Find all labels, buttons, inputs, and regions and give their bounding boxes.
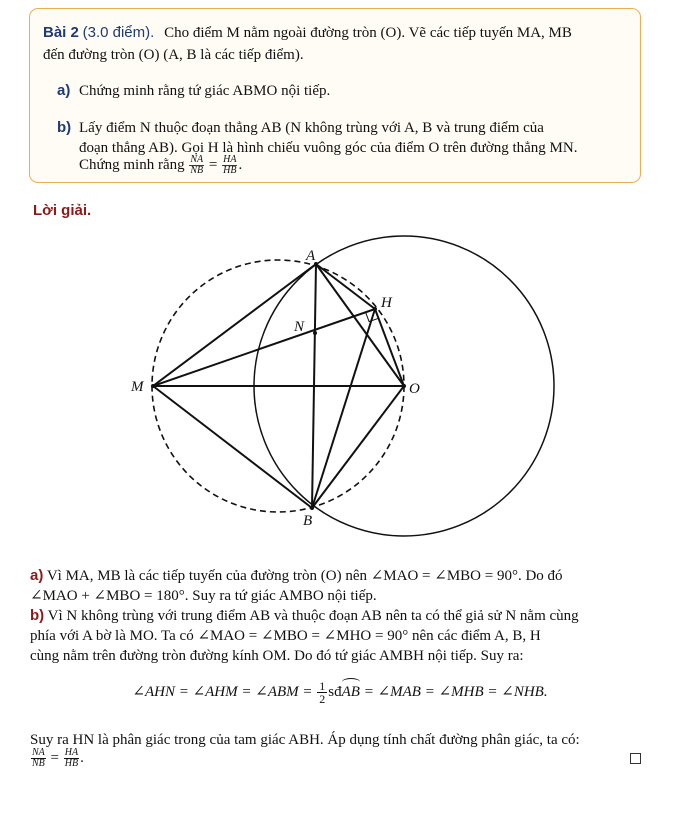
part-b-line-3-prefix: Chứng minh rằng [79, 157, 185, 173]
solution-b-line-3: cùng nằm trên đường tròn đường kính OM. Do đó tứ giác AMBH nội tiếp. Suy ra: [30, 648, 524, 664]
qed-box [630, 753, 641, 764]
fraction-half [317, 680, 327, 705]
problem-part-a [43, 81, 330, 101]
label-b: B [303, 513, 313, 529]
part-b-line-1: Lấy điểm N thuộc đoạn thẳng AB (N không trùng với A, B và trung điểm của [79, 120, 544, 136]
equation-right: = ∠MAB = ∠MHB = ∠NHB. [363, 683, 548, 700]
line-ma [153, 264, 316, 386]
problem-intro-1: Cho điểm M nằm ngoài đường tròn (O). Vẽ các tiếp tuyến MA, MB [164, 25, 572, 41]
solution-b-label: b) [30, 607, 45, 624]
equals-sign: = [208, 157, 218, 173]
problem-points: (3.0 điểm). [82, 24, 155, 41]
equation-arc: AB [341, 683, 360, 700]
point-o [402, 384, 406, 388]
part-a-text: Chứng minh rằng tứ giác ABMO nội tiếp. [79, 83, 331, 99]
label-a: A [306, 248, 316, 264]
geometry-figure [0, 225, 680, 540]
line-mh [153, 309, 375, 386]
line-bo [312, 386, 404, 508]
label-n: N [294, 319, 305, 335]
point-n [313, 331, 317, 335]
fraction-na-nb [189, 155, 204, 176]
solution-b-line-2: phía với A bờ là MO. Ta có ∠MAO = ∠MBO = ∠MHO = 90° nên các điểm A, B, H [30, 628, 541, 644]
line-ho [375, 309, 404, 386]
solution-b-line-1 [30, 606, 650, 626]
problem-part-b [43, 118, 544, 138]
fraction-den: NB [190, 165, 204, 177]
solution-a-text-1: Vì MA, MB là các tiếp tuyến của đường tròn (O) nên ∠MAO = ∠MBO = 90°. Do đó [46, 568, 563, 584]
problem-line-1 [43, 23, 572, 43]
end-dot: . [80, 750, 84, 766]
equation-left: ∠AHN = ∠AHM = ∠ABM = [132, 683, 313, 700]
label-o: O [409, 381, 420, 397]
half-den: 2 [319, 692, 326, 706]
fraction-den: HB [64, 758, 79, 770]
solution-a-label: a) [30, 567, 44, 584]
fraction-den: NB [32, 758, 45, 770]
line-hb [312, 309, 375, 508]
fraction-ha-hb [64, 748, 79, 769]
solution-b-text-1: Vì N không trùng với trung điểm AB và thuộc đoạn AB nên ta có thể giả sử N nằm cùng [47, 608, 579, 624]
fraction-ha-hb [222, 155, 237, 176]
problem-intro-2: đến đường tròn (O) (A, B là các tiếp điểm). [43, 47, 304, 63]
problem-title: Bài 2 [43, 24, 79, 41]
part-b-line-2: đoạn thẳng AB). Gọi H là hình chiếu vuông góc của điểm O trên đường thẳng MN. [79, 140, 578, 156]
display-equation [0, 680, 680, 705]
fraction-num: HA [64, 747, 79, 759]
half-num: 1 [319, 679, 326, 693]
line-mb [153, 386, 312, 508]
part-b-line-3-suffix: . [238, 157, 243, 173]
part-b-label: b) [57, 119, 72, 136]
part-b-line-3 [79, 155, 242, 176]
point-b [310, 506, 314, 510]
fraction-num: NA [32, 747, 45, 759]
fraction-num: HA [223, 154, 237, 166]
conclusion-line-2 [30, 748, 650, 769]
line-ah [316, 264, 375, 309]
point-m [151, 384, 155, 388]
problem-box [29, 8, 641, 183]
solution-a-line-1 [30, 566, 650, 586]
part-a-label: a) [57, 82, 71, 99]
fraction-den: HB [223, 165, 237, 177]
conclusion-line-1: Suy ra HN là phân giác trong của tam giác ABH. Áp dụng tính chất đường phân giác, ta có: [30, 732, 580, 748]
fraction-num: NA [190, 154, 204, 166]
label-h: H [381, 295, 392, 311]
point-h [373, 307, 377, 311]
equals-sign: = [50, 750, 59, 766]
fraction-na-nb [31, 748, 46, 769]
label-m: M [131, 379, 144, 395]
solution-a-line-2: ∠MAO + ∠MBO = 180°. Suy ra tứ giác AMBO nội tiếp. [30, 588, 377, 604]
equation-sd: sđ [328, 683, 342, 700]
solution-heading: Lời giải. [33, 202, 92, 219]
